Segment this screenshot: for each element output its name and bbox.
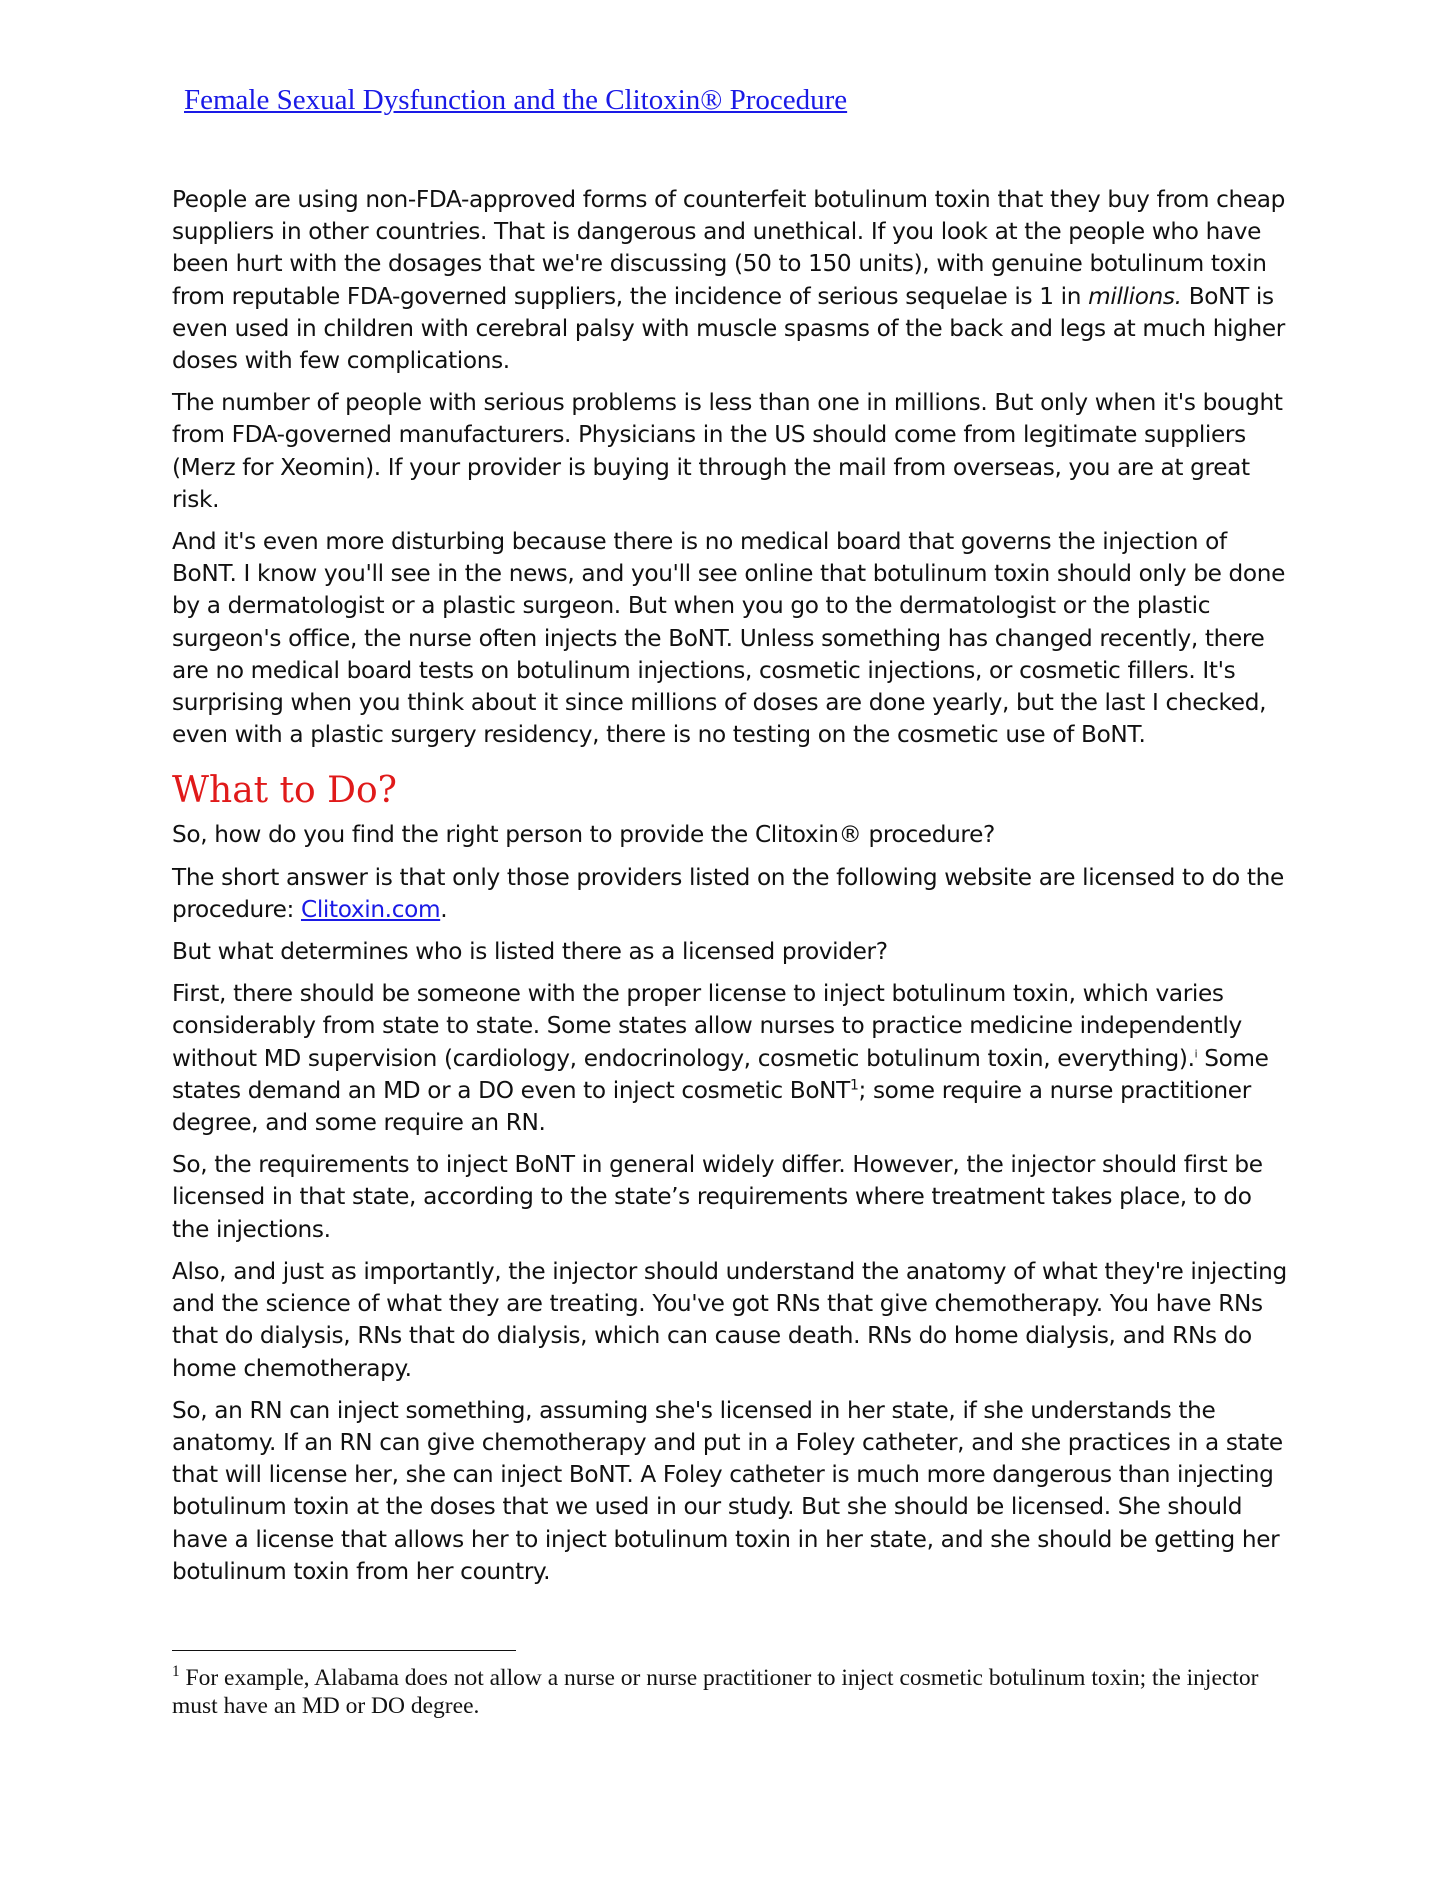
paragraph-text: Some states demand an MD or a DO even to inject cosmetic BoNT xyxy=(172,1044,1269,1104)
clitoxin-website-link[interactable]: Clitoxin.com xyxy=(300,895,441,923)
paragraph-find-provider: So, how do you find the right person to provide the Clitoxin® procedure? xyxy=(172,821,995,849)
paragraph-text: ; some require a nurse practitioner degree, and some require an RN. xyxy=(172,1076,1251,1137)
paragraph-requirements-differ: So, the requirements to inject BoNT in general widely differ. However, the injector should first be licensed in that state, according to the state’s requirements where treatment takes place, to do the injections. xyxy=(172,1151,1263,1243)
running-header-link[interactable]: Female Sexual Dysfunction and the Clitoxin® Procedure xyxy=(184,84,848,116)
paragraph-medical-board: And it's even more disturbing because there is no medical board that governs the injection of BoNT. I know you'll see in the news, and you'll see online that botulinum toxin should only be done by a dermatologist or a plastic surgeon. But when you go to the dermatologist or the plastic surgeon's office, the nurse often injects the BoNT. Unless something has changed recently, there are no medical board tests on botulinum injections, cosmetic injections, or cosmetic fillers. It's surprising when you think about it since millions of doses are done yearly, but the last I checked, even with a plastic surgery residency, there is no testing on the cosmetic use of BoNT. xyxy=(172,528,1286,749)
footnote-text: For example, Alabama does not allow a nurse or nurse practitioner to inject cosmetic botulinum toxin; the injector must have an MD or DO degree. xyxy=(172,1665,1259,1719)
paragraph-text: The short answer is that only those providers listed on the following website are licensed to do the procedure: xyxy=(172,863,1284,923)
emphasis-millions: millions. xyxy=(1088,282,1182,310)
endnote-marker[interactable]: i xyxy=(1194,1047,1198,1060)
footnote-separator xyxy=(172,1650,516,1651)
paragraph-text: First, there should be someone with the proper license to inject botulinum toxin, which varies considerably from state to state. Some states allow nurses to practice medicine independently without MD supervision (cardiology, endocrinology, cosmetic botulinum toxin, everything). xyxy=(172,980,1242,1072)
main-content xyxy=(172,184,1288,1598)
paragraph-licensed-provider-question: But what determines who is listed there as a licensed provider? xyxy=(172,938,888,966)
paragraph-serious-problems: The number of people with serious problems is less than one in millions. But only when it's bought from FDA-governed manufacturers. Physicians in the US should come from legitimate suppliers (Merz for Xeomin). If your provider is buying it through the mail from overseas, you are at great risk. xyxy=(172,389,1283,513)
section-heading-what-to-do: What to Do? xyxy=(172,770,397,812)
footnote-number: 1 xyxy=(172,1663,180,1681)
footnote xyxy=(172,1664,1302,1720)
paragraph-text: BoNT is even used in children with cerebral palsy with muscle spasms of the back and legs at much higher doses with few complications. xyxy=(172,282,1285,375)
paragraph-rn-injection: So, an RN can inject something, assuming she's licensed in her state, if she understands the anatomy. If an RN can give chemotherapy and put in a Foley catheter, and she practices in a state that will license her, she can inject BoNT. A Foley catheter is much more dangerous than injecting botulinum toxin at the doses that we used in our study. But she should be licensed. She should have a license that allows her to inject botulinum toxin in her state, and she should be getting her botulinum toxin from her country. xyxy=(172,1396,1283,1585)
paragraph-text: . xyxy=(440,895,448,923)
paragraph-text: People are using non-FDA-approved forms of counterfeit botulinum toxin that they buy from cheap suppliers in other countries. That is dangerous and unethical. If you look at the people who have been hurt with the dosages that we're discussing (50 to 150 units), with genuine botulinum toxin from reputable FDA-governed suppliers, the incidence of serious sequelae is 1 in xyxy=(172,186,1286,310)
paragraph-license-by-state xyxy=(172,978,1288,1139)
paragraph-anatomy-understanding: Also, and just as importantly, the injector should understand the anatomy of what they're injecting and the science of what they are treating. You've got RNs that give chemotherapy. You have RNs that do dialysis, RNs that do dialysis, which can cause death. RNs do home dialysis, and RNs do home chemotherapy. xyxy=(172,1257,1287,1382)
paragraph-counterfeit-toxin xyxy=(172,184,1288,377)
paragraph-short-answer xyxy=(172,862,1288,926)
footnote-marker[interactable]: 1 xyxy=(849,1077,859,1094)
